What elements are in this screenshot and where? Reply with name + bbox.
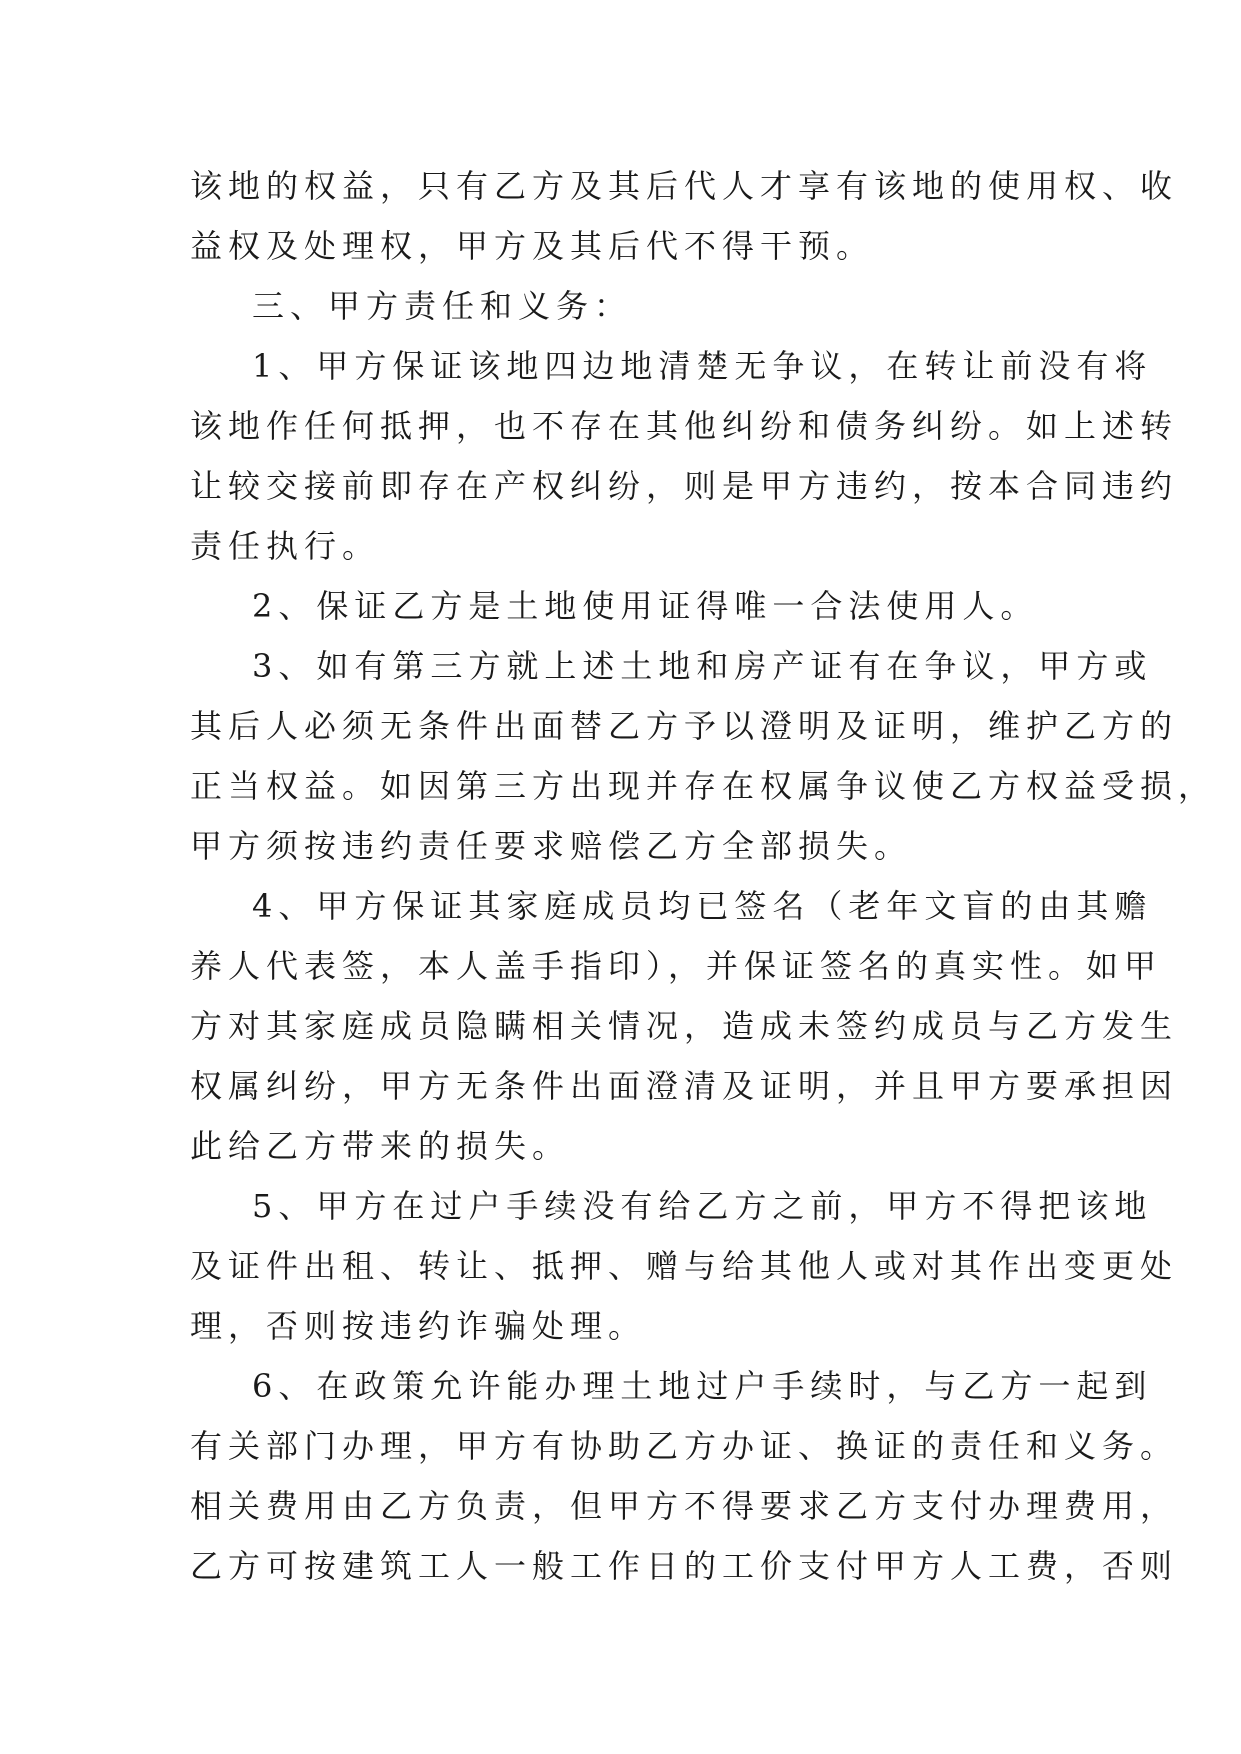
clause-3-line: 其后人必须无条件出面替乙方予以澄明及证明，维护乙方的: [190, 707, 1179, 745]
section-heading: 三、甲方责任和义务：: [252, 287, 633, 325]
clause-3-line: 3、如有第三方就上述土地和房产证有在争议，甲方或: [252, 647, 1153, 685]
clause-6-line: 乙方可按建筑工人一般工作日的工价支付甲方人工费，否则: [190, 1547, 1179, 1585]
clause-1-line: 该地作任何抵押，也不存在其他纠纷和债务纠纷。如上述转: [190, 407, 1179, 445]
clause-4-line: 方对其家庭成员隐瞒相关情况，造成未签约成员与乙方发生: [190, 1007, 1179, 1045]
clause-4-line: 此给乙方带来的损失。: [190, 1127, 571, 1165]
clause-5-line: 及证件出租、转让、抵押、赠与给其他人或对其作出变更处: [190, 1247, 1179, 1285]
text-line: 该地的权益，只有乙方及其后代人才享有该地的使用权、收: [190, 167, 1179, 205]
text-line: 益权及处理权，甲方及其后代不得干预。: [190, 227, 875, 265]
clause-6-line: 有关部门办理，甲方有协助乙方办证、换证的责任和义务。: [190, 1427, 1179, 1465]
clause-1-line: 让较交接前即存在产权纠纷，则是甲方违约，按本合同违约: [190, 467, 1179, 505]
clause-4-line: 4、甲方保证其家庭成员均已签名（老年文盲的由其赡: [252, 887, 1153, 925]
clause-2-line: 2、保证乙方是土地使用证得唯一合法使用人。: [252, 587, 1039, 625]
clause-3-line: 正当权益。如因第三方出现并存在权属争议使乙方权益受损，: [190, 767, 1217, 805]
clause-3-line: 甲方须按违约责任要求赔偿乙方全部损失。: [190, 827, 913, 865]
clause-5-line: 理，否则按违约诈骗处理。: [190, 1307, 647, 1345]
clause-5-line: 5、甲方在过户手续没有给乙方之前，甲方不得把该地: [252, 1187, 1153, 1225]
clause-6-line: 相关费用由乙方负责，但甲方不得要求乙方支付办理费用，: [190, 1487, 1179, 1525]
clause-1-line: 责任执行。: [190, 527, 381, 565]
clause-4-line: 养人代表签，本人盖手指印），并保证签名的真实性。如甲: [190, 947, 1163, 985]
clause-1-line: 1、甲方保证该地四边地清楚无争议，在转让前没有将: [252, 347, 1153, 385]
clause-6-line: 6、在政策允许能办理土地过户手续时，与乙方一起到: [252, 1367, 1153, 1405]
clause-4-line: 权属纠纷，甲方无条件出面澄清及证明，并且甲方要承担因: [190, 1067, 1179, 1105]
document-body: [190, 156, 1217, 1596]
